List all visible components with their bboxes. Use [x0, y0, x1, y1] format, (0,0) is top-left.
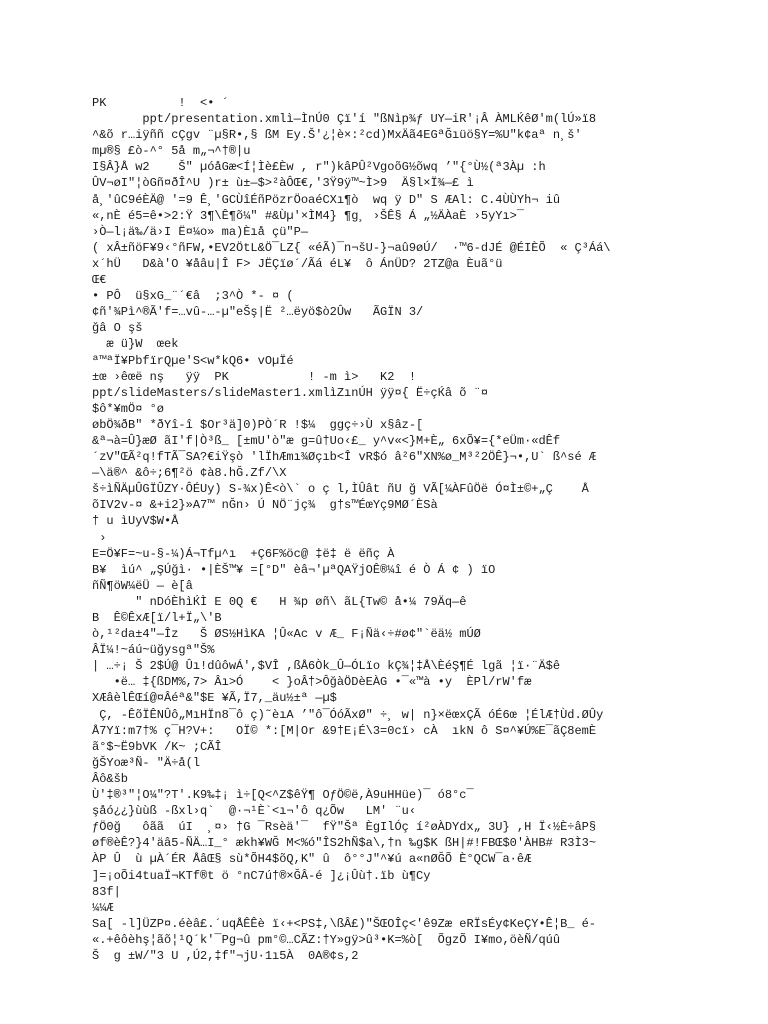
text-line: øbÖ¾ðB" *ðYî-î $Or³ä]0)PÒ´R !$¼ ggç÷›Ù x§âz-[ [92, 417, 424, 432]
text-line: &ª¬à=Û}æØ ãI'f|Ò³ß_ [±mU'ò"æ g=û†Uo‹£_ y^v«<}M+È„ 6xÕ¥={*eÜm·«dÊf [92, 433, 561, 448]
text-line: ›Ò—l¡ä‰/ä›I Ë¤¼o» ma)Èıå çü"P— [92, 224, 309, 239]
raw-archive-text [92, 95, 762, 964]
text-line: ppt/presentation.xmlì—ÌnÚ0 Çï'í "ßNìp¾ƒ UY—iR'¡Â ÀMLЌêØ'm(lÚ»ï8 [92, 112, 597, 127]
text-line: x´hÜ D&à'O ¥åâu|Î F> JËÇïø´/Ãá éL¥ ô ÁnÜD? 2TZ@a Èuã°ü [92, 256, 503, 271]
text-line: PK ! <• ´ [92, 96, 229, 110]
text-line: •ë… ‡{ßDM%,7> Âı>Ó < }oÂ†>ÔğàÖDèEÀG •¯«™à •y ÈPl/rW'fæ [92, 675, 532, 690]
text-line: şåó¿¿}ùùß -ßxl›q` @·¬¹È`<ı¬'ô q¿Õw LM' ¨u‹ [92, 804, 417, 819]
text-line: š÷ìÑÄµÛGÏÛZY·ÔÉUy) S-¾x)Ê<ò\` o ç l,ÌÛât ñU ğ VÃ[¼ÀFûÖë Ó¤Ì±©+„Ç Å [92, 482, 589, 497]
text-line: › [92, 530, 107, 545]
text-line: ğâ O şš [92, 321, 143, 336]
text-line: Å7Yï:m7†% ç¯H?V+: OÏ© *:[M|Or &9†E¡É\3=0cï› cÀ ıkN ô S¤^¥Ú%E¯ãÇ8emÈ [92, 723, 597, 738]
text-line: ÀP Û ù µÀ´ÉR ÅâŒ§ sù*ÕH4$õQ,K" û ô°°J"^¥ú a«nØĞÕ È°QCW¯a·êÆ [92, 852, 532, 867]
text-line: ]=¡oÕi4tuaÏ¬KTf®t ö °nC7ú†®×ĞÂ-é ]¿¡Ûù†.ïb ù¶Cy [92, 868, 431, 883]
text-line: ¼¼Æ [92, 900, 114, 915]
text-line: ÂÏ¼!~áú~üğysgª"Š% [92, 643, 215, 658]
text-line: ´zV"ŒÃ²q!fTÃ¯SA?€iŸşò 'lÏhÆmı¾Øçıb<Î vR$ó â²6"XN%ø_M³²2ÖÊ}¬•,U` ß^sé Æ [92, 450, 597, 465]
text-line: Œ€ [92, 273, 107, 288]
text-line: Ù'‡®³"¦O¼"?T'.K9‰‡¡ ì÷[Q<^Z$êŸ¶ OƒÖ©ë,À9uHHüe)¯ ó8°c¯ [92, 788, 474, 803]
text-line: 83f| [92, 884, 121, 899]
text-line: å¸'ûC9éÈÄ@ '=9 Ê¸'GCÙîÉñPözrÖoaéCXı¶ò wq ÿ D" S ÆAl: C.4ÙÙYh¬ iû [92, 192, 561, 207]
text-line: ª™ªÏ¥PbfïrQµe'S<w*kQ6• vOµÏé [92, 353, 294, 368]
text-line: ò,¹²da±4"—Îz Š ØS½HìKA ¦Û«Ac v Æ_ F¡Ñä‹÷#ø¢"`ëä½ mÚØ [92, 627, 481, 642]
text-line: ( xÂ±ñöF¥9‹°ñFW,•EV2ÖtL&Ö¯LZ{ «éÃ)¯n¬šU-}¬aû9øÚ/ ·™6-dJÉ @ÉIÈÕ « Ç³Áá\ [92, 240, 611, 255]
text-line: ÛV¬øI"¦òGñ¤ðÎ^U )r± ù±—$>²àÔŒ€,'3Ÿ9ÿ™~Ì>9 Ä§l×Ï¾—£ ì [92, 176, 474, 191]
text-line: —\ä®^ &ô÷;6¶²ö ¢à8.hĞ.Zf/\X [92, 466, 287, 481]
text-line: | …÷¡ Š 2$Ú@ Ûı!dûôwÁ',$VÎ ,ßÅ6Òk_Û—ÓLïo kÇ¾¦‡Å\ÈéŞ¶É lgã ¦ï·¨Ä$ê [92, 659, 561, 674]
text-line: mµ®§ £ò-^° 5å m„¬^†®|u [92, 144, 251, 159]
text-line: B Ê©ÊxÆ[ï/l+Ï„\'B [92, 611, 222, 625]
text-line: ğŠYoæ³Ñ- "Ä÷å(l [92, 755, 201, 770]
text-line: Ç, -ÊõÏÊNÛô„MıHÏn8¯ô ç)˜èıA ’"ô¯ÓóÃxØ" ÷¸ w| n}×ëœxÇÃ óÉ6œ ¦ÉlÆ†Ùd.ØÛy [92, 707, 604, 722]
text-line: E=Ö¥F=~u-§-¼)Á¬Tfµ^ı +Ç6F%öc@ ‡ë‡ ë ëñç À [92, 546, 395, 561]
text-line: õIV2v-¤ &+i2}»A7™ nĞn› Ú NÖ¨jç¾ g†s™ÉœYç9MØ´ÈSà [92, 498, 438, 513]
text-line: ppt/slideMasters/slideMaster1.xmlìZınÚH ÿÿ¤{ Ë÷çЌâ õ ¨¤ [92, 385, 489, 400]
text-line: æ ü}W œek [92, 337, 179, 352]
text-line: • PÔ ü§xG_¨´€â ;3^Ò *- ¤ ( [92, 289, 294, 304]
text-line: Š g ±W/"3 U ,Ú2,‡f"¬jU·1ı5À 0A®¢s,2 [92, 948, 359, 963]
text-line: Âô&šb [92, 771, 129, 786]
text-line: † u ìUyV$W•Å [92, 514, 179, 529]
text-line: ã°$~Ë9bVK /K~ ;CÃÎ [92, 739, 222, 754]
text-line: ñÑ¶öW¼ëÜ — è[â [92, 578, 193, 593]
text-line: Sa[ -l]ÜZP¤.éèâ£.´uqÅÊÊè ï‹+<PS‡,\ßÂ£)"ŠŒOÎç<'ê9Zæ eRÏsÉy¢KeÇY•Ê¦B_ é- [92, 916, 597, 931]
text-line: " nDóÈhìЌÌ E 0Q € H ¾p øñ\ ãL{Tw© å•¼ 79Äq—ê [92, 594, 467, 609]
text-line: ¢ñ'¾Pì^®Ã'f=…vû-…-µ"eŠş|Ë ²…ëyö$ò2Ûw ÃGÏN 3/ [92, 305, 424, 320]
text-line: «,nÈ é5=ê•>2:Ÿ 3¶\Ê¶õ¼" #&Ùµ'×ÌM4} ¶g¸ ›ŠÊ§ Á „½ÄÀaÈ ›5yYı>¯ [92, 208, 525, 223]
text-line: ±œ ›êœë nş ÿÿ PK ! -m ì> K2 ! [92, 369, 417, 384]
text-line: B¥ ìú^ „ŞÚğì· •|ÈŠ™¥ =[°D" èâ¬'µªQAŸjOÊ®¼î é Ò Á ¢ ) ïO [92, 562, 496, 577]
text-line: XÆâèlÊŒí@¤Âéª&"$E ¥Ã,Ï7,_äu½±ª —µ$ [92, 691, 337, 706]
text-line: øf®èÊ?}4'äâ5-ÑÄ…I_° ækh¥WĞ M<%ó"ÎS2hÑ$a\,†n ‰g$K ßH|#!FBŒ$0'ÀHB# R3Ì3~ [92, 836, 597, 851]
text-line: «.+êôèhş¦ãõ¦¹Q´k'¯Pg¬û pm°©…CÃZ:†Y»gÿ>û³•K=%ò[ ÕgzÕ I¥mo,öèÑ/qúû [92, 932, 561, 947]
text-line: ^&õ r…iÿññ cÇgv ¨µ§R•,§ ßM Ey.Š'¿¦è×:²cd)MxÄã4EGªĞıüö§Y=%U"k¢aª n¸š' [92, 128, 582, 143]
text-line: ƒÖ0ğ ôãã úI ¸¤› †G ¯Rsèä'¯ fŸ"Šª ÈgIlÓç í²øÀDYdx„ 3U} ,H Ï‹½È÷âP§ [92, 820, 597, 835]
text-line: $ô*¥mÖ¤ °ø [92, 401, 165, 416]
text-line: I§Â}Å w2 Š" µóåGæ<Í¦Ìè£Èw , r")kâPÛ²VgoõG½õwq ’"{°Ù½(ª3Àµ :h [92, 160, 546, 175]
